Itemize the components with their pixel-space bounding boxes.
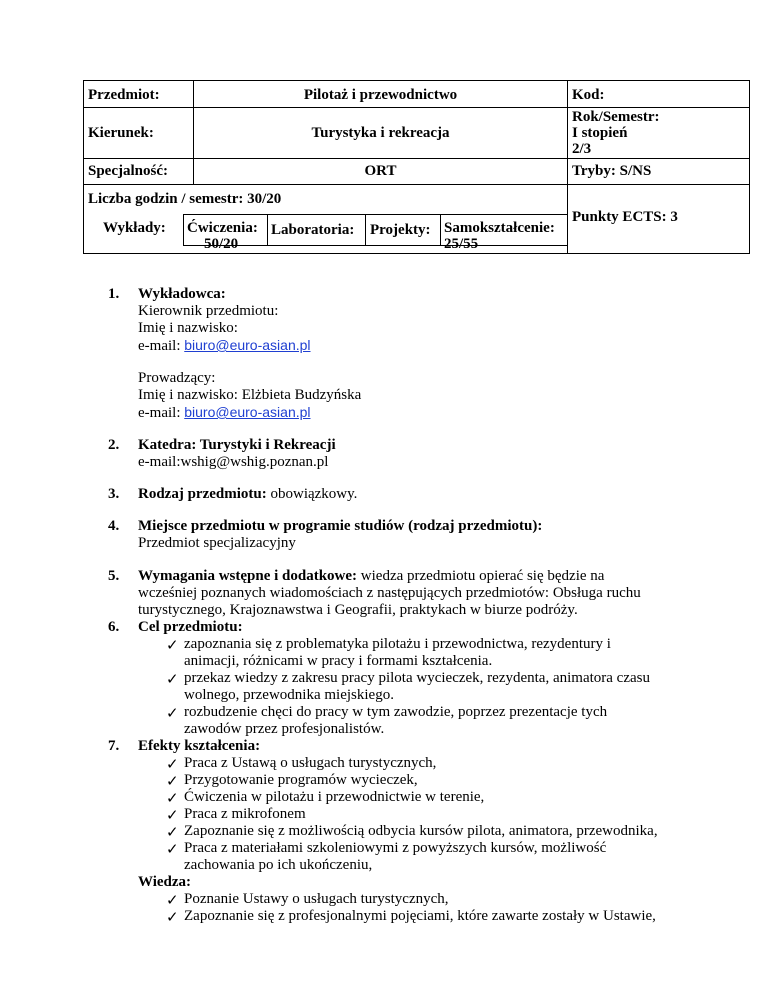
section-1-title: Wykładowca:: [138, 286, 226, 302]
email-row-2: [138, 404, 311, 422]
table-border-top: [83, 80, 750, 81]
subcell-vline-3: [365, 214, 366, 246]
rok-semestr-line3: 2/3: [572, 141, 592, 157]
cel-item-1-line1: zapoznania się z problematyka pilotażu i przewodnictwa, rezydentury i: [184, 636, 611, 652]
check-icon: ✓: [166, 808, 179, 824]
section-3-value: obowiązkowy.: [266, 486, 358, 502]
email-link-1[interactable]: biuro@euro-asian.pl: [184, 337, 311, 353]
email-row-1: [138, 337, 311, 355]
cel-item-2-line2: wolnego, przewodnika miejskiego.: [184, 687, 394, 703]
imie-nazwisko-label: Imię i nazwisko:: [138, 320, 238, 336]
subcell-vline-2: [267, 214, 268, 246]
cwiczenia-value: 50/20: [204, 236, 239, 252]
section-1-number: 1.: [108, 286, 120, 302]
kierownik-label: Kierownik przedmiotu:: [138, 303, 279, 319]
cwiczenia-label: Ćwiczenia:: [187, 220, 258, 236]
section-2-number: 2.: [108, 437, 120, 453]
cel-item-3-line2: zawodów przez profesjonalistów.: [184, 721, 385, 737]
cel-item-1-line2: animacji, różnicami w pracy i formami kształcenia.: [184, 653, 493, 669]
section-5-line3: turystycznego, Krajoznawstwa i Geografii, praktykach w biurze podróży.: [138, 602, 578, 618]
subcell-hline-top: [183, 214, 568, 215]
wiedza-heading: Wiedza:: [138, 874, 192, 890]
section-7-number: 7.: [108, 738, 120, 754]
table-hline-1: [83, 107, 750, 108]
prowadzacy-label: Prowadzący:: [138, 370, 216, 386]
efekt-item-3-text: Ćwiczenia w pilotażu i przewodnictwie w terenie,: [184, 789, 485, 805]
section-5-line2: wcześniej poznanych wiadomościach z następujących przedmiotów: Obsługa ruchu: [138, 585, 641, 601]
prowadzacy-name: Imię i nazwisko: Elżbieta Budzyńska: [138, 387, 362, 403]
email-label: e-mail:: [138, 338, 185, 354]
check-icon: ✓: [166, 774, 179, 790]
section-3-number: 3.: [108, 486, 120, 502]
wyklady-label: Wykłady:: [103, 220, 166, 236]
check-icon: ✓: [166, 638, 179, 654]
efekt-item-4-text: Praca z mikrofonem: [184, 806, 306, 822]
kod-label: Kod:: [572, 87, 605, 103]
efekt-item-6-cont: zachowania po ich ukończeniu,: [184, 857, 373, 873]
section-6-number: 6.: [108, 619, 120, 635]
rok-semestr-line2: I stopień: [572, 125, 628, 141]
check-icon: ✓: [166, 893, 179, 909]
table-hline-3: [83, 184, 750, 185]
subcell-hline-bottom: [183, 245, 568, 246]
check-icon: ✓: [166, 706, 179, 722]
przedmiot-label: Przedmiot:: [88, 87, 160, 103]
efekt-item-2-text: Przygotowanie programów wycieczek,: [184, 772, 418, 788]
section-4-number: 4.: [108, 518, 120, 534]
efekt-item-1-text: Praca z Ustawą o usługach turystycznych,: [184, 755, 437, 771]
samoksztalcenie-value: 25/55: [444, 236, 479, 252]
check-icon: ✓: [166, 825, 179, 841]
specjalnosc-value: ORT: [364, 163, 397, 179]
section-5-title: Wymagania wstępne i dodatkowe:: [138, 568, 358, 584]
check-icon: ✓: [166, 842, 179, 858]
cel-item-3-line1: rozbudzenie chęci do pracy w tym zawodzie, poprzez prezentacje tych: [184, 704, 608, 720]
samoksztalcenie-label: Samokształcenie:: [444, 220, 555, 236]
projekty-label: Projekty:: [370, 222, 431, 238]
section-5-text1: wiedza przedmiotu opierać się będzie na: [357, 568, 605, 584]
check-icon: ✓: [166, 672, 179, 688]
section-2-title: Katedra: Turystyki i Rekreacji: [138, 437, 336, 453]
table-border-bottom: [83, 253, 750, 254]
section-5-line1: [138, 568, 604, 585]
section-6-title: Cel przedmiotu:: [138, 619, 243, 635]
check-icon: ✓: [166, 910, 179, 926]
ects-points: Punkty ECTS: 3: [572, 209, 678, 225]
email-link-2[interactable]: biuro@euro-asian.pl: [184, 404, 311, 420]
section-4-title: Miejsce przedmiotu w programie studiów (rodzaj przedmiotu):: [138, 518, 543, 534]
efekt-item-5-text: Zapoznanie się z możliwością odbycia kursów pilota, animatora, przewodnika,: [184, 823, 658, 839]
section-5-number: 5.: [108, 568, 120, 584]
subcell-vline-4: [440, 214, 441, 246]
tryby: Tryby: S/NS: [572, 163, 652, 179]
check-icon: ✓: [166, 791, 179, 807]
liczba-godzin: Liczba godzin / semestr: 30/20: [88, 191, 282, 207]
cel-item-2-line1: przekaz wiedzy z zakresu pracy pilota wycieczek, rezydenta, animatora czasu: [184, 670, 650, 686]
kierunek-value: Turystyka i rekreacja: [311, 125, 450, 141]
katedra-email: e-mail:wshig@wshig.poznan.pl: [138, 454, 329, 470]
email-label: e-mail:: [138, 405, 185, 421]
table-hline-2: [83, 158, 750, 159]
section-3-title: Rodzaj przedmiotu:: [138, 486, 267, 502]
check-icon: ✓: [166, 757, 179, 773]
rok-semestr-line1: Rok/Semestr:: [572, 109, 660, 125]
subcell-vline-1: [183, 214, 184, 246]
section-7-title: Efekty kształcenia:: [138, 738, 261, 754]
przedmiot-value: Pilotaż i przewodnictwo: [303, 87, 458, 103]
wiedza-item-1-text: Poznanie Ustawy o usługach turystycznych,: [184, 891, 449, 907]
section-3-line: [138, 486, 357, 503]
kierunek-label: Kierunek:: [88, 125, 154, 141]
wiedza-item-2-text: Zapoznanie się z profesjonalnymi pojęciami, które zawarte zostały w Ustawie,: [184, 908, 656, 924]
laboratoria-label: Laboratoria:: [271, 222, 355, 238]
section-4-value: Przedmiot specjalizacyjny: [138, 535, 296, 551]
specjalnosc-label: Specjalność:: [88, 163, 168, 179]
efekt-item-6-text: Praca z materiałami szkoleniowymi z powyższych kursów, możliwość: [184, 840, 607, 856]
